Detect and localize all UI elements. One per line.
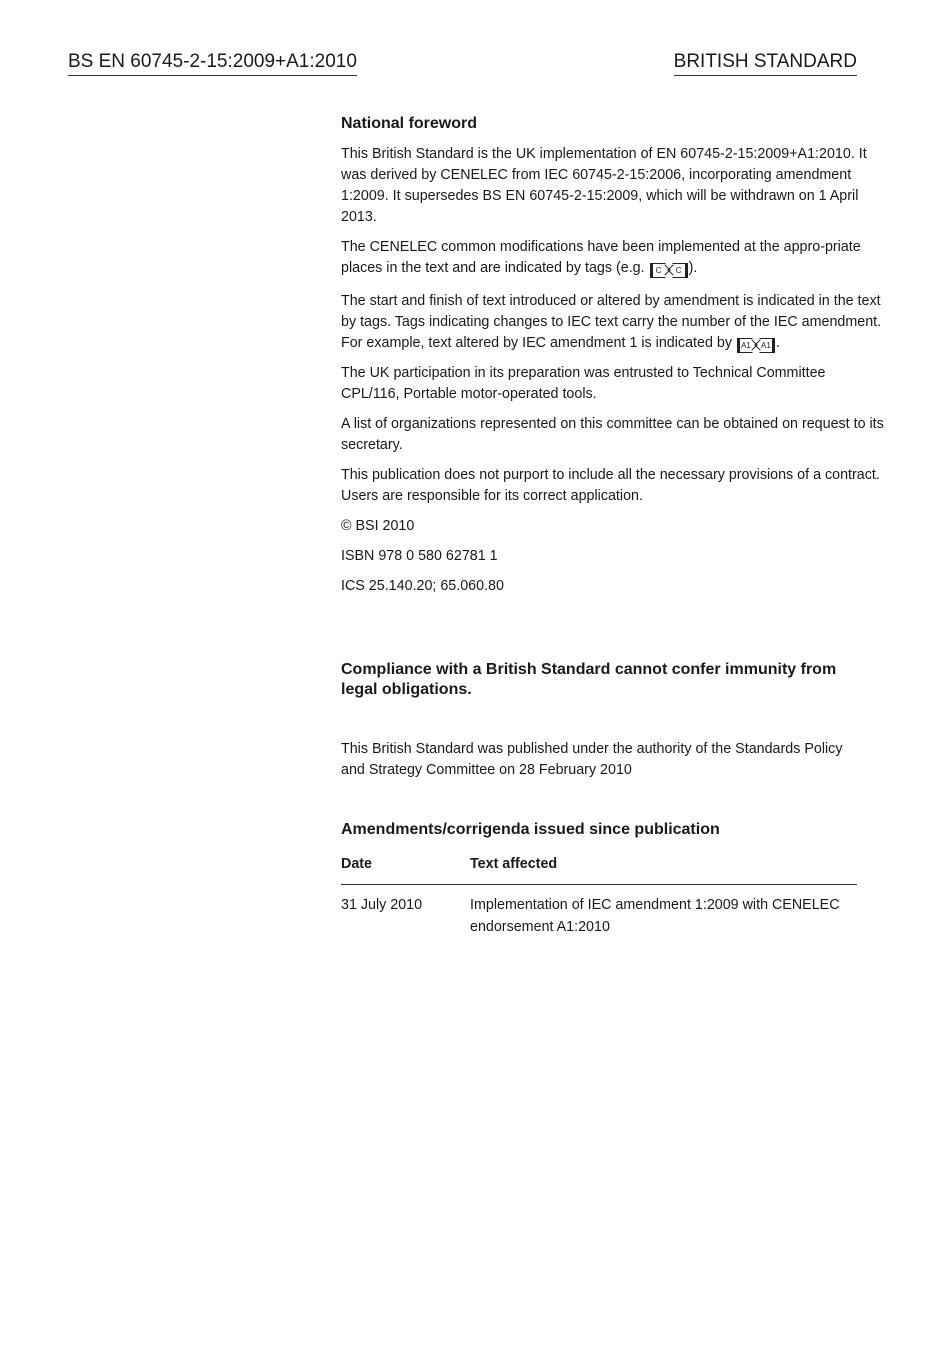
amendments-title: Amendments/corrigenda issued since publication [341, 821, 720, 838]
publication-statement: This British Standard was published under the authority of the Standards Policy and Strategy Committee on 28 February 2010 [341, 741, 843, 778]
amendments-table-header [341, 856, 857, 885]
foreword-paragraph-3-end: . [775, 335, 780, 351]
foreword-paragraph-5: A list of organizations represented on this committee can be obtained on request to its secretary. [341, 416, 884, 453]
compliance-statement: Compliance with a British Standard cannot confer immunity from legal obligations. [341, 661, 837, 698]
foreword-paragraph-3 [341, 291, 886, 354]
tag-c-close-icon: C [672, 263, 688, 278]
column-header-date: Date [341, 856, 372, 872]
tag-c-open-icon: C [650, 263, 666, 278]
isbn: ISBN 978 0 580 62781 1 [341, 548, 498, 564]
tag-a1-open-icon: A1 [737, 338, 753, 353]
foreword-paragraph-3-text: The start and finish of text introduced or altered by amendment is indicated in the text by tags. Tags indicating changes to IEC text carry the number of the IEC amendment. For example, text altered by IEC amendment 1 is indicated by [341, 293, 882, 351]
document-type: BRITISH STANDARD [674, 50, 857, 76]
foreword-paragraph-6: This publication does not purport to include all the necessary provisions of a contract. Users are responsible for its correct application. [341, 467, 880, 504]
foreword-title: National foreword [341, 115, 478, 132]
copyright: © BSI 2010 [341, 518, 415, 534]
foreword-paragraph-2-end: ). [688, 260, 698, 276]
foreword-paragraph-2-text: The CENELEC common modifications have been implemented at the appro-priate places in the text and are indicated by tags (e.g. [341, 239, 861, 276]
column-header-text-affected: Text affected [470, 856, 558, 872]
foreword-paragraph-4: The UK participation in its preparation was entrusted to Technical Committee CPL/116, Portable motor-operated tools. [341, 365, 826, 402]
amendment-text-affected: Implementation of IEC amendment 1:2009 with CENELEC endorsement A1:2010 [470, 897, 840, 935]
foreword-paragraph-1: This British Standard is the UK implementation of EN 60745-2-15:2009+A1:2010. It was derived by CENELEC from IEC 60745-2-15:2006, incorporating amendment 1:2009. It supersedes BS EN 60745-2-15:2009, which will be withdrawn on 1 April 2013. [341, 146, 867, 225]
amendment-date: 31 July 2010 [341, 897, 423, 913]
ics: ICS 25.140.20; 65.060.80 [341, 578, 504, 594]
foreword-paragraph-2 [341, 237, 886, 279]
tag-a1-close-icon: A1 [759, 338, 775, 353]
document-number: BS EN 60745-2-15:2009+A1:2010 [68, 50, 357, 76]
foreword-body [341, 144, 886, 597]
